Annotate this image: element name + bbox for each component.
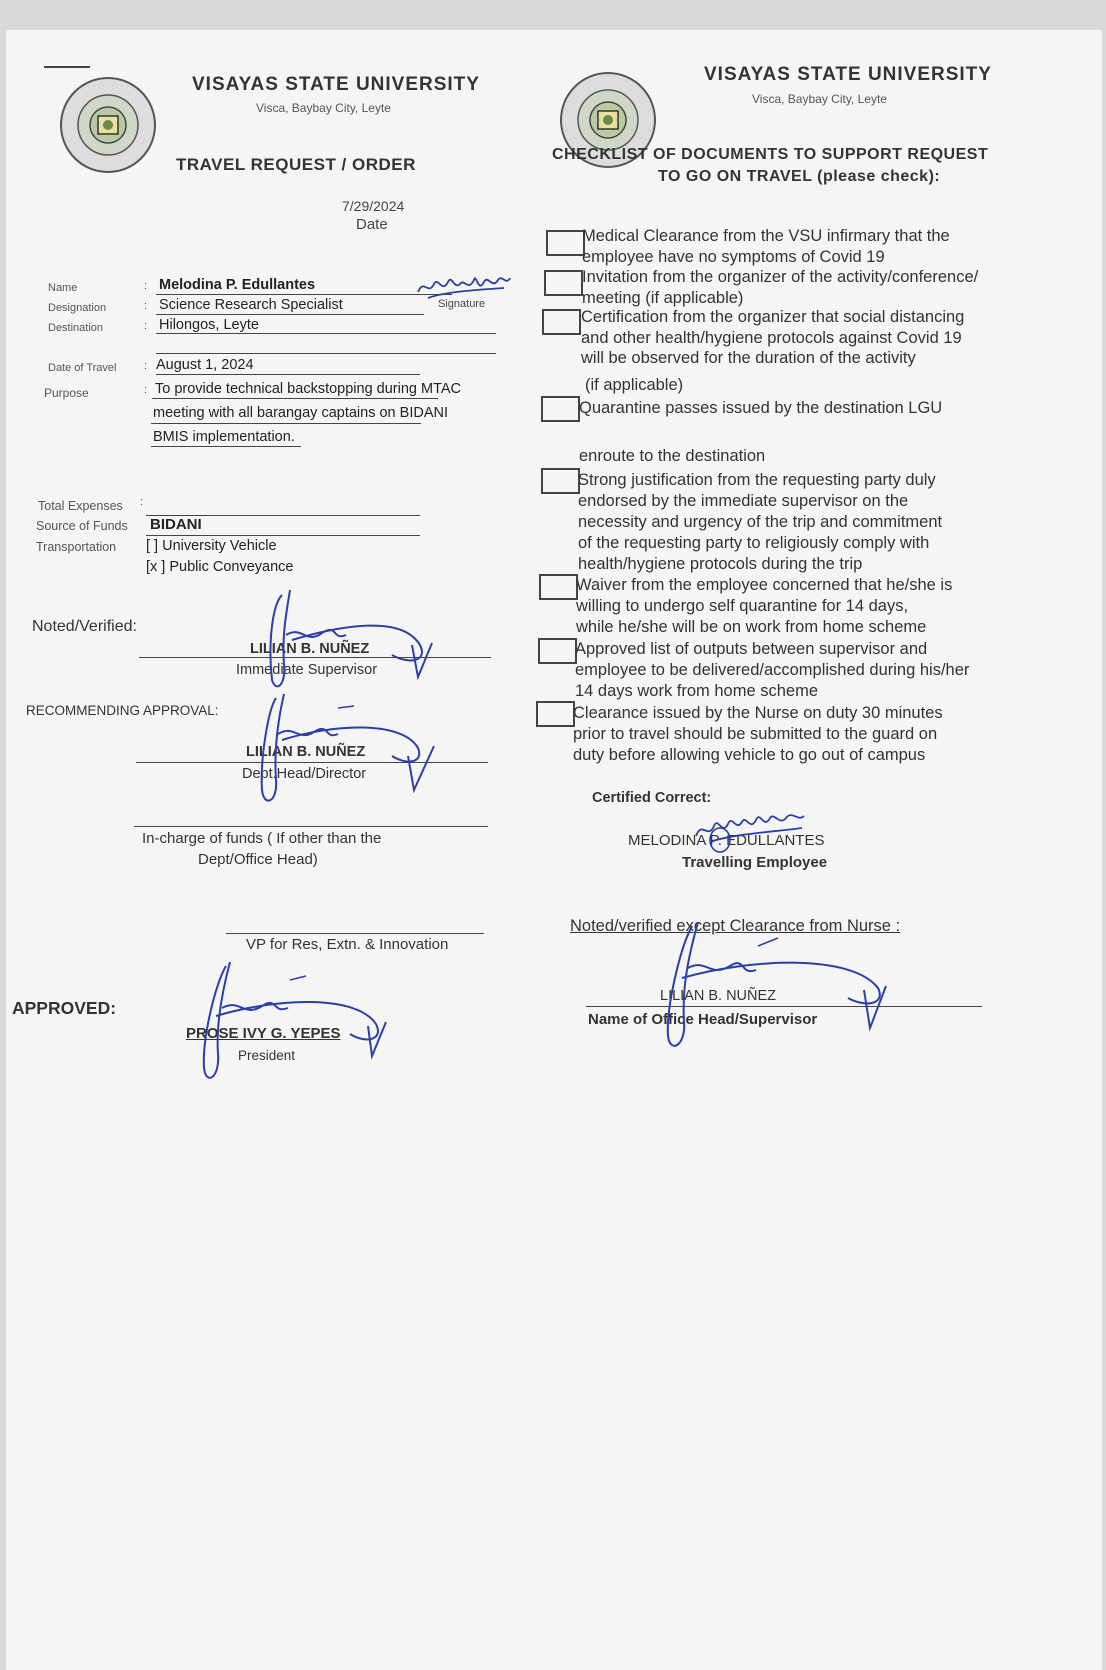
destination-colon: : (144, 320, 148, 332)
checklist-item-text: Quarantine passes issued by the destination LGU (579, 399, 943, 417)
office-head-title: Name of Office Head/Supervisor (588, 1011, 818, 1028)
name-colon: : (144, 280, 148, 292)
checklist-item-text: enroute to the destination (579, 447, 766, 465)
travel-date-line (156, 374, 420, 375)
destination-label: Destination (48, 322, 104, 334)
approved-label: APPROVED: (12, 998, 117, 1018)
purpose-line-2: meeting with all barangay captains on BIDANI (153, 405, 448, 421)
checklist-item-text: Invitation from the organizer of the activity/conference/ (582, 268, 979, 286)
checklist-item-text: Approved list of outputs between supervisor and (575, 640, 928, 658)
vp-sign-line (226, 933, 484, 934)
checklist-item-text: 14 days work from home scheme (575, 682, 819, 700)
right-university-address: Visca, Baybay City, Leyte (752, 92, 887, 106)
noted-signature (242, 585, 442, 695)
checklist-item-text: necessity and urgency of the trip and commitment (578, 513, 943, 531)
designation-colon: : (144, 300, 148, 312)
employee-title: Travelling Employee (682, 854, 828, 871)
noted-verified-label: Noted/Verified: (32, 618, 137, 635)
checklist-title-1: CHECKLIST OF DOCUMENTS TO SUPPORT REQUEST (552, 146, 989, 163)
noted-except-label: Noted/verified except Clearance from Nurse : (570, 917, 901, 935)
office-head-name: LILIAN B. NUÑEZ (660, 988, 777, 1004)
source-funds-label: Source of Funds (36, 519, 128, 533)
destination-value: Hilongos, Leyte (159, 317, 259, 333)
left-university-name: VISAYAS STATE UNIVERSITY (192, 74, 480, 95)
source-funds-line (146, 535, 420, 536)
checklist-item-text: will be observed for the duration of the activity (581, 349, 916, 367)
checklist-item-text: (if applicable) (585, 375, 684, 394)
total-expenses-colon: : (140, 496, 144, 508)
purpose-colon: : (144, 384, 148, 396)
university-seal-left (58, 75, 158, 175)
checklist-checkbox[interactable] (542, 309, 581, 335)
name-value: Melodina P. Edullantes (159, 277, 316, 293)
checklist-item-text: health/hygiene protocols during the trip (578, 555, 863, 573)
checklist-item-text: and other health/hygiene protocols against Covid 19 (581, 328, 962, 347)
purpose-underline-3 (151, 446, 301, 447)
checklist-item-text: duty before allowing vehicle to go out of campus (573, 746, 926, 764)
transport-university-vehicle: [ ] University Vehicle (146, 538, 277, 554)
incharge-line-2: Dept/Office Head) (198, 851, 318, 868)
document-page (6, 30, 1102, 1670)
left-university-address: Visca, Baybay City, Leyte (256, 101, 391, 115)
signature-label: Signature (438, 298, 486, 310)
checklist-item-text: Strong justification from the requesting party duly (578, 471, 936, 489)
checklist-item-text: endorsed by the immediate supervisor on the (578, 492, 909, 510)
designation-line (156, 314, 424, 315)
form-title: TRAVEL REQUEST / ORDER (176, 155, 416, 174)
source-funds-value: BIDANI (150, 516, 202, 533)
noted-title: Immediate Supervisor (236, 662, 378, 678)
certified-correct-label: Certified Correct: (592, 790, 712, 806)
checklist-item-text: employee have no symptoms of Covid 19 (582, 247, 885, 266)
office-head-signature (652, 918, 902, 1058)
pen-mark (44, 66, 90, 68)
recommending-name: LILIAN B. NUÑEZ (246, 744, 366, 760)
transport-public-conveyance: [x ] Public Conveyance (146, 559, 294, 575)
applicant-signature (414, 270, 514, 306)
noted-name: LILIAN B. NUÑEZ (250, 641, 370, 657)
travel-date-colon: : (144, 360, 148, 372)
checklist-checkbox[interactable] (541, 468, 580, 494)
designation-value: Science Research Specialist (159, 297, 343, 313)
travel-date-value: August 1, 2024 (156, 357, 254, 373)
checklist-checkbox[interactable] (539, 574, 578, 600)
checklist-checkbox[interactable] (546, 230, 585, 256)
approved-title: President (238, 1048, 296, 1063)
checklist-title-2: TO GO ON TRAVEL (please check): (658, 168, 941, 185)
destination-line-2 (156, 353, 496, 354)
checklist-item-text: Clearance issued by the Nurse on duty 30 minutes (573, 704, 943, 722)
date-label: Date (356, 216, 388, 233)
designation-label: Designation (48, 302, 107, 314)
request-date: 7/29/2024 (342, 198, 405, 214)
recommending-title: Dept.Head/Director (242, 766, 367, 782)
checklist-checkbox[interactable] (544, 270, 583, 296)
employee-name: MELODINA P. EDULLANTES (628, 832, 825, 849)
purpose-underline-2 (151, 423, 421, 424)
checklist-item-text: willing to undergo self quarantine for 14 days, (576, 597, 909, 615)
incharge-sign-line (134, 826, 488, 827)
name-label: Name (48, 282, 78, 294)
destination-line (156, 333, 496, 334)
checklist-item-text: prior to travel should be submitted to the guard on (573, 725, 938, 743)
transportation-label: Transportation (36, 540, 117, 554)
approved-name: PROSE IVY G. YEPES (186, 1025, 341, 1042)
checklist-item-text: Certification from the organizer that social distancing (581, 308, 965, 326)
incharge-line-1: In-charge of funds ( If other than the (142, 830, 382, 847)
checklist-item-text: Waiver from the employee concerned that he/she is (576, 576, 953, 594)
recommending-label: RECOMMENDING APPROVAL: (26, 703, 219, 718)
checklist-item-text: of the requesting party to religiously comply with (578, 534, 930, 552)
checklist-item-text: while he/she will be on work from home scheme (576, 618, 927, 636)
checklist-checkbox[interactable] (536, 701, 575, 727)
name-line (156, 294, 452, 295)
vp-title: VP for Res, Extn. & Innovation (246, 936, 449, 953)
purpose-line-3: BMIS implementation. (153, 429, 295, 445)
purpose-label: Purpose (44, 386, 89, 400)
checklist-item-text: Medical Clearance from the VSU infirmary that the (582, 227, 950, 245)
purpose-underline-1 (152, 398, 438, 399)
checklist-item-text: meeting (if applicable) (582, 288, 744, 307)
president-signature (186, 958, 396, 1088)
travel-date-label: Date of Travel (48, 362, 117, 374)
checklist-checkbox[interactable] (541, 396, 580, 422)
checklist-item-text: employee to be delivered/accomplished during his/her (575, 661, 970, 679)
checklist-checkbox[interactable] (538, 638, 577, 664)
total-expenses-label: Total Expenses (38, 499, 123, 513)
purpose-line-1: To provide technical backstopping during MTAC (155, 381, 462, 397)
employee-signature (692, 806, 812, 856)
right-university-name: VISAYAS STATE UNIVERSITY (704, 64, 992, 85)
recommending-signature (242, 690, 442, 810)
